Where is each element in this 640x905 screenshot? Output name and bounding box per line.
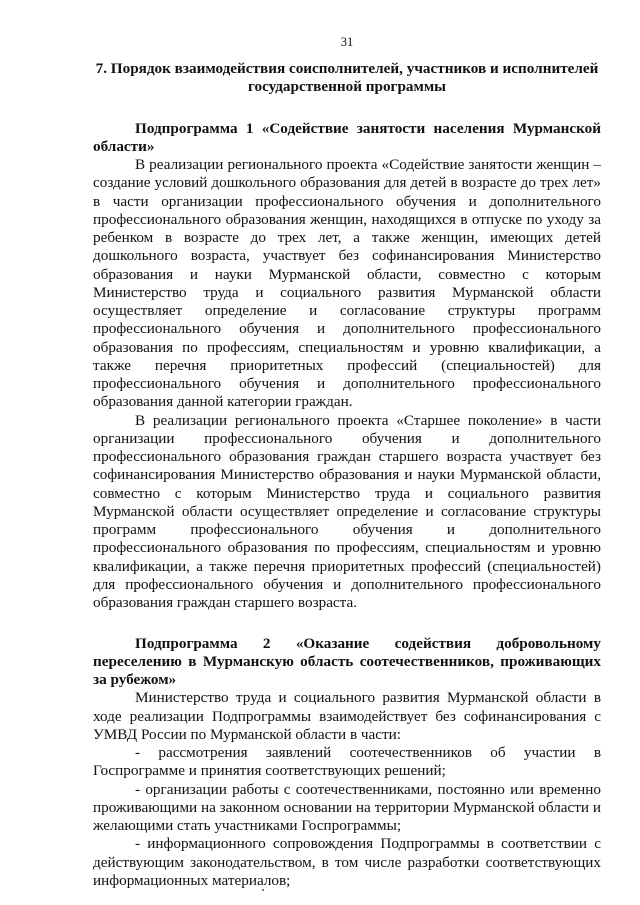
subprogram-2-list-item: - организации работы с соотечественниками, постоянно или временно проживающими на законном основании на территории Мурманской области и желающими стать участниками Госпрограммы;: [93, 780, 601, 834]
subprogram-2-list-item: - рассмотрения заявлений соотечественников об участии в Госпрограмме и принятия соответствующих решений;: [93, 744, 601, 780]
subprogram-1-title: Подпрограмма 1 «Содействие занятости населения Мурманской области»: [93, 120, 601, 155]
subprogram-1-section: [93, 120, 601, 612]
subprogram-2-list-item: - информационного сопровождения Подпрограммы в соответствии с действующим законодательством, в том числе разработки соответствующих информационных материалов;: [93, 835, 601, 889]
subprogram-2-section: [93, 635, 601, 890]
page-number: 31: [340, 35, 354, 49]
document-page: [93, 34, 601, 890]
subprogram-1-paragraph: В реализации регионального проекта «Старшее поколение» в части организации профессионального обучения и дополнительного профессионального образования граждан старшего возраста участвует без софинансирования Министерство образования и науки Мурманской области, совместно с которым Министерство труда и социального развития Мурманской области осуществляет определение и согласование структуры программ профессионального обучения и дополнительного профессионального образования по профессиям, специальностям и уровню квалификации, а также перечня приоритетных профессий (специальностей) для профессионального обучения и дополнительного профессионального образования граждан старшего возраста.: [93, 411, 601, 611]
subprogram-2-title: Подпрограмма 2 «Оказание содействия добровольному переселению в Мурманскую область соотечественников, проживающих за рубежом»: [93, 635, 601, 689]
subprogram-1-paragraph: В реализации регионального проекта «Содействие занятости женщин – создание условий дошкольного образования для детей в возрасте до трех лет» в части организации профессионального обучения и дополнительного профессионального образования женщин, находящихся в отпуске по уходу за ребенком в возрасте до трех лет, а также женщин, имеющих детей дошкольного возраста, участвует без софинансирования Министерство образования и науки Мурманской области, совместно с которым Министерство труда и социального развития Мурманской области осуществляет определение и согласование структуры программ профессионального обучения и дополнительного профессионального образования по профессиям, специальностям и уровню квалификации, а также перечня приоритетных профессий (специальностей) для профессионального обучения и дополнительного профессионального образования данной категории граждан.: [93, 156, 601, 411]
section-title: 7. Порядок взаимодействия соисполнителей, участников и исполнителей государственной программы: [95, 60, 599, 95]
scan-speck: [262, 889, 264, 891]
subprogram-2-paragraph: Министерство труда и социального развития Мурманской области в ходе реализации Подпрограммы взаимодействует без софинансирования с УМВД России по Мурманской области в части:: [93, 689, 601, 743]
